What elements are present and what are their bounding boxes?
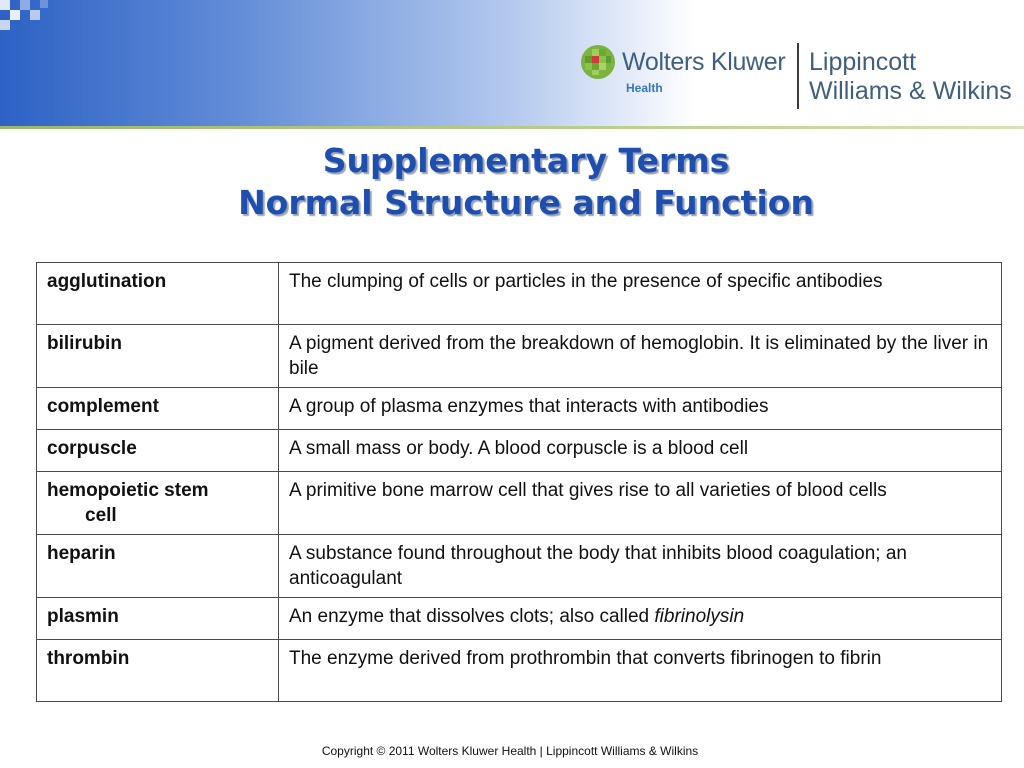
table-row — [37, 263, 1002, 325]
term-cell: thrombin — [37, 640, 279, 702]
term-cell: corpuscle — [37, 430, 279, 472]
wolters-kluwer-wordmark: Wolters Kluwer — [622, 48, 786, 76]
table-row — [37, 640, 1002, 702]
term-cell: plasmin — [37, 598, 279, 640]
term-cell — [37, 472, 279, 535]
slide-title-line2: Normal Structure and Function — [238, 183, 814, 222]
table-row — [37, 388, 1002, 430]
table-row — [37, 598, 1002, 640]
slide-title-line1: Supplementary Terms — [322, 141, 730, 180]
term-cell: complement — [37, 388, 279, 430]
table-row — [37, 430, 1002, 472]
definition-cell: A group of plasma enzymes that interacts with antibodies — [279, 388, 1002, 430]
definition-cell — [279, 598, 1002, 640]
term-cell: bilirubin — [37, 325, 279, 388]
definition-italic-term: fibrinolysin — [654, 606, 745, 627]
table-row — [37, 325, 1002, 388]
health-wordmark: Health — [626, 81, 663, 95]
copyright-text: Copyright © 2011 Wolters Kluwer Health | Lippincott Williams & Wilkins — [321, 744, 699, 758]
term-cell: heparin — [37, 535, 279, 598]
table-row — [37, 535, 1002, 598]
term-cell: agglutination — [37, 263, 279, 325]
definition-cell: A primitive bone marrow cell that gives rise to all varieties of blood cells — [279, 472, 1002, 535]
table-row — [37, 472, 1002, 535]
term-line2: cell — [85, 505, 117, 526]
definition-text: An enzyme that dissolves clots; also called — [289, 606, 655, 627]
definition-cell: A substance found throughout the body that inhibits blood coagulation; an anticoagulant — [279, 535, 1002, 598]
definition-cell: A pigment derived from the breakdown of hemoglobin. It is eliminated by the liver in bile — [279, 325, 1002, 388]
lippincott-line1: Lippincott — [809, 48, 917, 76]
definition-cell: A small mass or body. A blood corpuscle is a blood cell — [279, 430, 1002, 472]
logo-divider — [797, 43, 799, 109]
term-line1: hemopoietic stem — [47, 480, 209, 501]
slide-title — [0, 140, 1024, 224]
copyright-footer — [0, 744, 1024, 758]
publisher-logo — [580, 40, 1020, 115]
lippincott-line2: Williams & Wilkins — [809, 77, 1012, 105]
header-divider-line — [0, 126, 1024, 129]
lippincott-wordmark — [809, 48, 1012, 106]
definition-cell: The enzyme derived from prothrombin that converts fibrinogen to fibrin — [279, 640, 1002, 702]
globe-logo-icon — [580, 44, 616, 80]
definition-cell: The clumping of cells or particles in the presence of specific antibodies — [279, 263, 1002, 325]
terms-table — [36, 262, 1002, 702]
